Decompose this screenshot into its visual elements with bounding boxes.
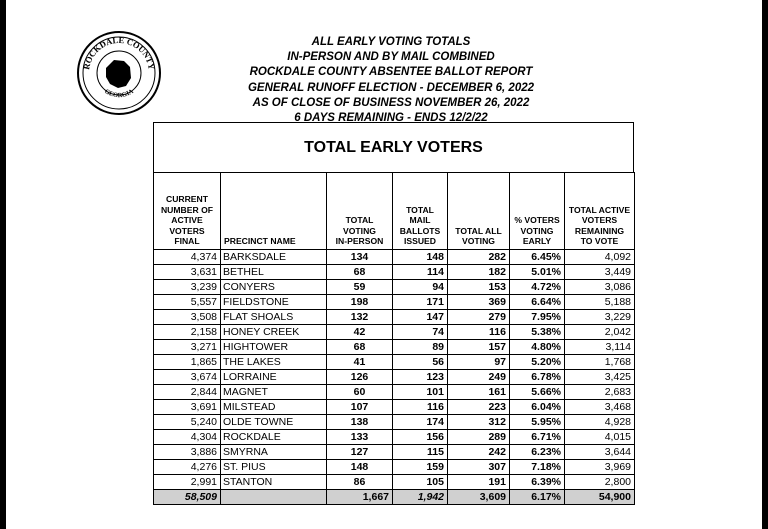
header-line: 6 DAYS REMAINING - ENDS 12/2/22 xyxy=(294,112,488,125)
cell-in-person: 60 xyxy=(327,385,393,400)
cell-active-voters: 3,239 xyxy=(154,280,221,295)
total-cell-mail-ballots: 1,942 xyxy=(393,490,448,505)
cell-remaining: 3,425 xyxy=(565,370,635,385)
cell-mail-ballots: 116 xyxy=(393,400,448,415)
cell-remaining: 4,092 xyxy=(565,250,635,265)
cell-mail-ballots: 74 xyxy=(393,325,448,340)
cell-remaining: 5,188 xyxy=(565,295,635,310)
cell-precinct-name: ST. PIUS xyxy=(221,460,327,475)
cell-in-person: 86 xyxy=(327,475,393,490)
cell-mail-ballots: 171 xyxy=(393,295,448,310)
cell-percent-early: 6.78% xyxy=(510,370,565,385)
table-row xyxy=(154,265,635,280)
cell-active-voters: 2,158 xyxy=(154,325,221,340)
header-line: ALL EARLY VOTING TOTALS xyxy=(311,36,471,48)
cell-in-person: 126 xyxy=(327,370,393,385)
totals-row xyxy=(154,490,635,505)
cell-remaining: 3,229 xyxy=(565,310,635,325)
cell-precinct-name: FIELDSTONE xyxy=(221,295,327,310)
cell-active-voters: 3,271 xyxy=(154,340,221,355)
total-cell-in-person: 1,667 xyxy=(327,490,393,505)
header-line: IN-PERSON AND BY MAIL COMBINED xyxy=(287,51,495,64)
cell-precinct-name: MAGNET xyxy=(221,385,327,400)
cell-total-voting: 282 xyxy=(448,250,510,265)
cell-total-voting: 279 xyxy=(448,310,510,325)
col-header-precinct: PRECINCT NAME xyxy=(221,173,327,250)
cell-in-person: 138 xyxy=(327,415,393,430)
cell-mail-ballots: 147 xyxy=(393,310,448,325)
table-title: TOTAL EARLY VOTERS xyxy=(153,122,634,172)
cell-percent-early: 4.80% xyxy=(510,340,565,355)
cell-remaining: 2,683 xyxy=(565,385,635,400)
table-row xyxy=(154,400,635,415)
table-row xyxy=(154,280,635,295)
cell-total-voting: 153 xyxy=(448,280,510,295)
report-header xyxy=(206,35,576,126)
cell-precinct-name: THE LAKES xyxy=(221,355,327,370)
cell-total-voting: 242 xyxy=(448,445,510,460)
cell-in-person: 127 xyxy=(327,445,393,460)
cell-in-person: 148 xyxy=(327,460,393,475)
early-voters-table xyxy=(153,172,635,505)
table-row xyxy=(154,385,635,400)
table-row xyxy=(154,310,635,325)
cell-total-voting: 182 xyxy=(448,265,510,280)
cell-active-voters: 5,557 xyxy=(154,295,221,310)
cell-active-voters: 5,240 xyxy=(154,415,221,430)
cell-percent-early: 6.64% xyxy=(510,295,565,310)
cell-active-voters: 3,691 xyxy=(154,400,221,415)
cell-in-person: 68 xyxy=(327,265,393,280)
cell-total-voting: 191 xyxy=(448,475,510,490)
svg-text:GEORGIA: GEORGIA xyxy=(103,87,135,100)
total-cell-percent-early: 6.17% xyxy=(510,490,565,505)
cell-in-person: 107 xyxy=(327,400,393,415)
header-line: ROCKDALE COUNTY ABSENTEE BALLOT REPORT xyxy=(249,66,533,79)
cell-total-voting: 116 xyxy=(448,325,510,340)
cell-remaining: 3,086 xyxy=(565,280,635,295)
rockdale-county-seal xyxy=(76,30,162,116)
cell-mail-ballots: 156 xyxy=(393,430,448,445)
cell-total-voting: 161 xyxy=(448,385,510,400)
cell-in-person: 134 xyxy=(327,250,393,265)
col-header-percent-early: % VOTERS VOTING EARLY xyxy=(510,173,565,250)
table-row xyxy=(154,325,635,340)
cell-active-voters: 3,631 xyxy=(154,265,221,280)
cell-precinct-name: BETHEL xyxy=(221,265,327,280)
header-line: GENERAL RUNOFF ELECTION - DECEMBER 6, 2022 xyxy=(247,81,535,94)
total-cell-total-voting: 3,609 xyxy=(448,490,510,505)
cell-mail-ballots: 56 xyxy=(393,355,448,370)
cell-total-voting: 369 xyxy=(448,295,510,310)
cell-active-voters: 4,374 xyxy=(154,250,221,265)
cell-mail-ballots: 101 xyxy=(393,385,448,400)
cell-mail-ballots: 148 xyxy=(393,250,448,265)
table-row xyxy=(154,295,635,310)
table-header-row xyxy=(154,173,635,250)
cell-percent-early: 5.38% xyxy=(510,325,565,340)
cell-remaining: 1,768 xyxy=(565,355,635,370)
cell-active-voters: 1,865 xyxy=(154,355,221,370)
table-row xyxy=(154,445,635,460)
table-row xyxy=(154,250,635,265)
document-page xyxy=(6,0,762,529)
table-row xyxy=(154,340,635,355)
early-voters-table-container xyxy=(153,122,634,505)
cell-mail-ballots: 89 xyxy=(393,340,448,355)
cell-precinct-name: ROCKDALE xyxy=(221,430,327,445)
cell-percent-early: 5.01% xyxy=(510,265,565,280)
table-row xyxy=(154,475,635,490)
col-header-total-voting: TOTAL ALL VOTING xyxy=(448,173,510,250)
cell-precinct-name: STANTON xyxy=(221,475,327,490)
cell-in-person: 68 xyxy=(327,340,393,355)
cell-mail-ballots: 115 xyxy=(393,445,448,460)
table-row xyxy=(154,355,635,370)
cell-mail-ballots: 159 xyxy=(393,460,448,475)
table-row xyxy=(154,430,635,445)
cell-total-voting: 312 xyxy=(448,415,510,430)
col-header-active-voters: CURRENT NUMBER OF ACTIVE VOTERS FINAL xyxy=(154,173,221,250)
cell-percent-early: 6.04% xyxy=(510,400,565,415)
cell-percent-early: 5.66% xyxy=(510,385,565,400)
cell-in-person: 132 xyxy=(327,310,393,325)
cell-active-voters: 3,674 xyxy=(154,370,221,385)
table-row xyxy=(154,415,635,430)
col-header-mail-ballots: TOTAL MAIL BALLOTS ISSUED xyxy=(393,173,448,250)
cell-remaining: 3,468 xyxy=(565,400,635,415)
cell-active-voters: 4,276 xyxy=(154,460,221,475)
cell-precinct-name: HONEY CREEK xyxy=(221,325,327,340)
col-header-remaining: TOTAL ACTIVE VOTERS REMAINING TO VOTE xyxy=(565,173,635,250)
total-cell-remaining: 54,900 xyxy=(565,490,635,505)
cell-total-voting: 97 xyxy=(448,355,510,370)
cell-percent-early: 6.39% xyxy=(510,475,565,490)
cell-in-person: 42 xyxy=(327,325,393,340)
cell-active-voters: 3,886 xyxy=(154,445,221,460)
cell-total-voting: 249 xyxy=(448,370,510,385)
svg-text:ROCKDALE COUNTY: ROCKDALE COUNTY xyxy=(81,34,157,71)
cell-total-voting: 157 xyxy=(448,340,510,355)
cell-total-voting: 223 xyxy=(448,400,510,415)
cell-remaining: 3,449 xyxy=(565,265,635,280)
cell-percent-early: 6.45% xyxy=(510,250,565,265)
header-line: AS OF CLOSE OF BUSINESS NOVEMBER 26, 2022 xyxy=(252,96,530,109)
cell-remaining: 2,800 xyxy=(565,475,635,490)
col-header-in-person: TOTAL VOTING IN-PERSON xyxy=(327,173,393,250)
cell-mail-ballots: 123 xyxy=(393,370,448,385)
cell-in-person: 198 xyxy=(327,295,393,310)
cell-percent-early: 7.95% xyxy=(510,310,565,325)
cell-total-voting: 307 xyxy=(448,460,510,475)
cell-precinct-name: FLAT SHOALS xyxy=(221,310,327,325)
cell-percent-early: 4.72% xyxy=(510,280,565,295)
cell-precinct-name: BARKSDALE xyxy=(221,250,327,265)
cell-remaining: 2,042 xyxy=(565,325,635,340)
cell-total-voting: 289 xyxy=(448,430,510,445)
cell-remaining: 4,928 xyxy=(565,415,635,430)
cell-percent-early: 7.18% xyxy=(510,460,565,475)
cell-percent-early: 5.95% xyxy=(510,415,565,430)
cell-remaining: 3,969 xyxy=(565,460,635,475)
cell-percent-early: 6.23% xyxy=(510,445,565,460)
cell-remaining: 3,644 xyxy=(565,445,635,460)
cell-in-person: 41 xyxy=(327,355,393,370)
cell-precinct-name: LORRAINE xyxy=(221,370,327,385)
cell-active-voters: 4,304 xyxy=(154,430,221,445)
total-cell-active-voters: 58,509 xyxy=(154,490,221,505)
total-cell-precinct-name xyxy=(221,490,327,505)
cell-in-person: 59 xyxy=(327,280,393,295)
cell-precinct-name: SMYRNA xyxy=(221,445,327,460)
table-row xyxy=(154,370,635,385)
cell-in-person: 133 xyxy=(327,430,393,445)
cell-active-voters: 2,844 xyxy=(154,385,221,400)
cell-active-voters: 2,991 xyxy=(154,475,221,490)
cell-precinct-name: MILSTEAD xyxy=(221,400,327,415)
cell-percent-early: 6.71% xyxy=(510,430,565,445)
cell-active-voters: 3,508 xyxy=(154,310,221,325)
cell-mail-ballots: 105 xyxy=(393,475,448,490)
cell-precinct-name: HIGHTOWER xyxy=(221,340,327,355)
cell-precinct-name: CONYERS xyxy=(221,280,327,295)
cell-mail-ballots: 94 xyxy=(393,280,448,295)
cell-mail-ballots: 114 xyxy=(393,265,448,280)
cell-precinct-name: OLDE TOWNE xyxy=(221,415,327,430)
cell-remaining: 4,015 xyxy=(565,430,635,445)
cell-remaining: 3,114 xyxy=(565,340,635,355)
cell-mail-ballots: 174 xyxy=(393,415,448,430)
table-row xyxy=(154,460,635,475)
cell-percent-early: 5.20% xyxy=(510,355,565,370)
